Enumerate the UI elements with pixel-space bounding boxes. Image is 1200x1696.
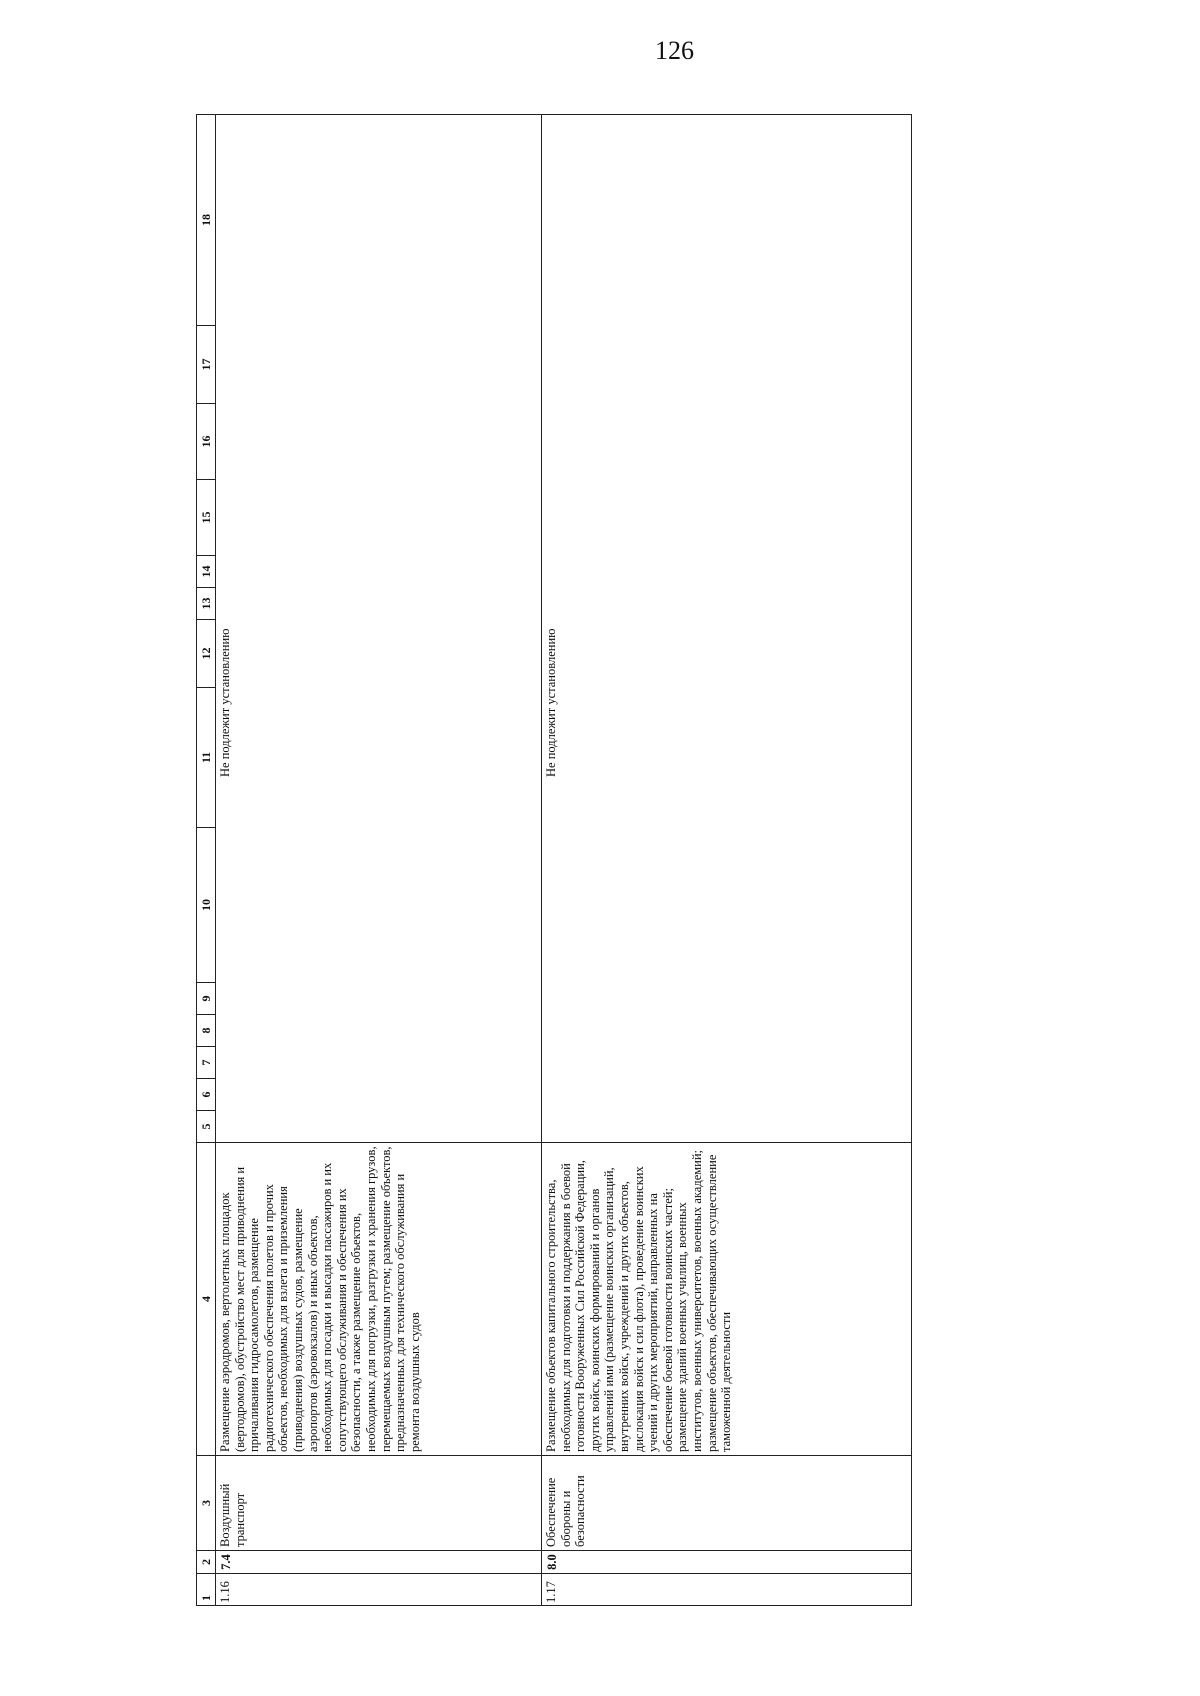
use-description: Размещение аэродромов, вертолетных площадок (вертодромов), обустройство мест для приводнения и причаливания гидросамолетов, размещение радиотехнического обеспечения полетов и прочих объектов, необходимых для взлета и приземления (приводнения) воздушных судов, размещение аэропортов (аэровокзалов) и иных объектов, необходимых для посадки и высадки пассажиров и их сопутствующего обслуживания и обеспечения их безопасности, а также размещение объектов, необходимых для погрузки, разгрузки и хранения грузов, перемещаемых воздушным путем; размещение объектов, предназначенных для технического обслуживания и ремонта воздушных судов: [216, 1143, 542, 1456]
table-row: [216, 115, 542, 1606]
header-cell: 16: [197, 404, 216, 480]
header-cell: 3: [197, 1456, 216, 1551]
params-merged-cell: Не подлежит установлению: [216, 115, 542, 1143]
header-cell: 17: [197, 326, 216, 404]
header-cell: 1: [197, 1574, 216, 1606]
use-name: Воздушный транспорт: [216, 1456, 542, 1551]
use-name: Обеспечение обороны и безопасности: [542, 1456, 912, 1551]
header-cell: 15: [197, 480, 216, 556]
page-number: 126: [655, 36, 694, 65]
use-code: 7.4: [216, 1551, 542, 1574]
params-merged-cell: Не подлежит установлению: [542, 115, 912, 1143]
header-cell: 4: [197, 1143, 216, 1456]
header-cell: 8: [197, 1015, 216, 1047]
header-cell: 5: [197, 1111, 216, 1143]
header-cell: 11: [197, 688, 216, 828]
header-cell: 14: [197, 556, 216, 588]
row-number: 1.16: [216, 1574, 542, 1606]
header-cell: 6: [197, 1079, 216, 1111]
use-description: Размещение объектов капитального строительства, необходимых для подготовки и поддержания в боевой готовности Вооруженных Сил Российской Федерации, других войск, воинских формирований и органов управлений ими (размещение воинских организаций, внутренних войск, учреждений и других объектов, дислокация войск и сил флота), проведение воинских учений и других мероприятий, направленных на обеспечение боевой готовности воинских частей; размещение зданий военных училищ, военных институтов, военных университетов, военных академий; размещение объектов, обеспечивающих осуществление таможенной деятельности: [542, 1143, 912, 1456]
table-row: [542, 115, 912, 1606]
row-number: 1.17: [542, 1574, 912, 1606]
header-cell: 7: [197, 1047, 216, 1079]
header-cell: 2: [197, 1551, 216, 1574]
header-cell: 13: [197, 588, 216, 620]
header-cell: 12: [197, 620, 216, 688]
header-cell: 18: [197, 115, 216, 326]
land-use-table: [196, 114, 912, 1606]
header-row: [197, 115, 216, 1606]
rotated-table-container: [196, 114, 910, 1606]
header-cell: 10: [197, 828, 216, 983]
header-cell: 9: [197, 983, 216, 1015]
use-code: 8.0: [542, 1551, 912, 1574]
